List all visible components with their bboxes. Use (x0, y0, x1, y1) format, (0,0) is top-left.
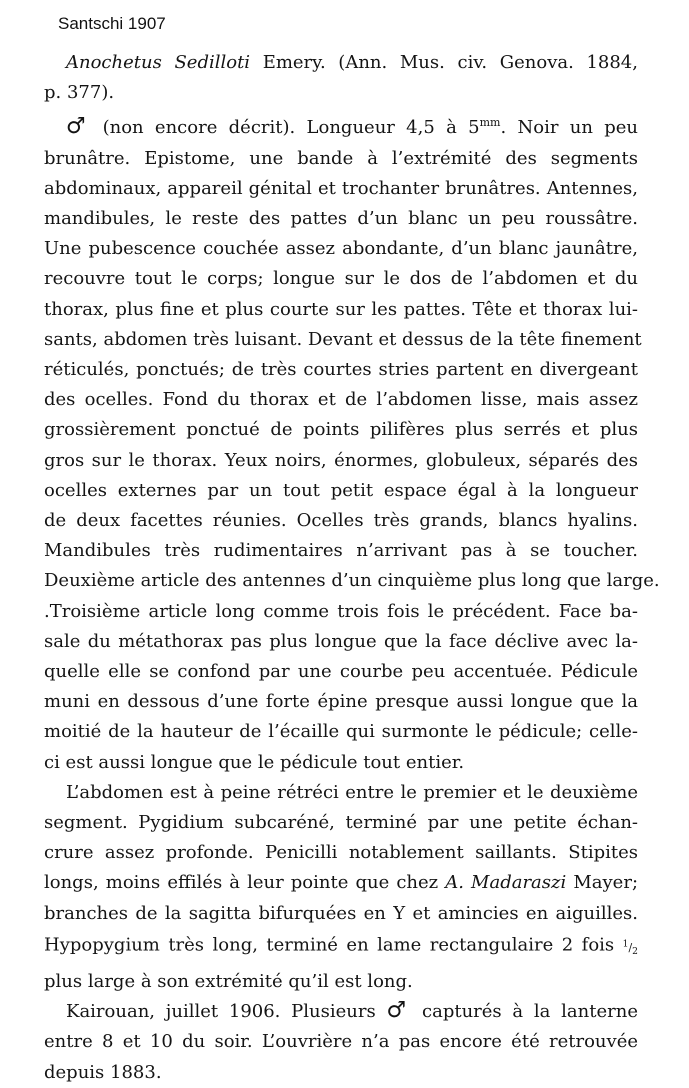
paragraph-species-heading (44, 48, 638, 108)
text-line: p. 377). (44, 82, 115, 104)
text-line: abdominaux, appareil génital et trochanter brunâtres. Antennes, (44, 177, 638, 199)
fraction: $^1/_2$ (622, 937, 638, 957)
text-line: ocelles externes par un tout petit espace égal à la longueur (44, 479, 638, 501)
text-line: des ocelles. Fond du thorax et de l’abdomen lisse, mais assez (44, 389, 638, 411)
description-lines (44, 144, 660, 778)
text-line: .Troisième article long comme trois fois le précédent. Face ba- (44, 600, 638, 622)
text-line: recouvre tout le corps; longue sur le dos de l’abdomen et du (44, 268, 638, 290)
unit-superscript: mm (479, 116, 501, 130)
text-line: entre 8 et 10 du soir. L’ouvrière n’a pas encore été retrouvée (44, 1031, 638, 1053)
page-header: Santschi 1907 (58, 14, 166, 33)
text-line: mandibules, le reste des pattes d’un blanc un peu roussâtre. (44, 208, 638, 230)
text-line: crure assez profonde. Penicilli notablement saillants. Stipites (44, 842, 638, 864)
text-line: L’abdomen est à peine rétréci entre le premier et le deuxième (66, 781, 638, 803)
text-line: moitié de la hauteur de l’écaille qui surmonte le pédicule; celle- (44, 721, 638, 743)
paragraph-male-description (44, 108, 660, 777)
text-line: ci est aussi longue que le pédicule tout entier. (44, 751, 465, 773)
text-line: Kairouan, juillet 1906. Plusieurs ♂ capturés à la lanterne (66, 998, 638, 1024)
text-line: Anochetus Sedilloti Emery. (Ann. Mus. civ. Genova. 1884, (66, 52, 638, 73)
text-line: sants, abdomen très luisant. Devant et dessus de la tête finement (44, 328, 642, 350)
text-line: depuis 1883. (44, 1061, 162, 1083)
text-line: ♂ (non encore décrit). Longueur 4,5 à $5^{mm}$. Noir un peu (66, 114, 638, 140)
text-line: Hypopygium très long, terminé en lame rectangulaire 2 fois $^1/_2$ (44, 934, 638, 957)
text-line: Mandibules très rudimentaires n’arrivant pas à se toucher. (44, 540, 638, 562)
text-line: muni en dessous d’une forte épine presque aussi longue que la (44, 691, 638, 713)
male-symbol-icon: ♂ (66, 114, 92, 140)
paragraph-abdomen (44, 778, 638, 997)
text-line: réticulés, ponctués; de très courtes stries partent en divergeant (44, 359, 638, 381)
text-line: quelle elle se confond par une courbe peu accentuée. Pédicule (44, 661, 638, 683)
text-line: de deux facettes réunies. Ocelles très grands, blancs hyalins. (44, 510, 638, 532)
document-body (44, 48, 660, 1088)
text-line: grossièrement ponctué de points pilifères plus serrés et plus (44, 419, 638, 441)
species-name: A. Madaraszi (445, 872, 567, 894)
text-line: gros sur le thorax. Yeux noirs, énormes, globuleux, séparés des (44, 449, 638, 471)
text-line: segment. Pygidium subcaréné, terminé par une petite échan- (44, 812, 638, 834)
paragraph-locality (44, 997, 638, 1088)
text-line: plus large à son extrémité qu’il est long. (44, 970, 413, 992)
text-line: brunâtre. Epistome, une bande à l’extrémité des segments (44, 147, 638, 169)
abdomen-lines (44, 778, 638, 869)
male-symbol-icon: ♂ (386, 998, 412, 1024)
species-name: Anochetus Sedilloti (66, 52, 251, 73)
text-line: branches de la sagitta bifurquées en Y et amincies en aiguilles. (44, 902, 638, 924)
text-line: thorax, plus fine et plus courte sur les pattes. Tête et thorax lui- (44, 298, 638, 320)
text-line: longs, moins effilés à leur pointe que chez A. Madaraszi Mayer; (44, 872, 639, 894)
text-line: Deuxième article des antennes d’un cinquième plus long que large. (44, 570, 660, 592)
text-line: Une pubescence couchée assez abondante, d’un blanc jaunâtre, (44, 238, 638, 260)
text-line: sale du métathorax pas plus longue que la face déclive avec la- (44, 630, 638, 652)
